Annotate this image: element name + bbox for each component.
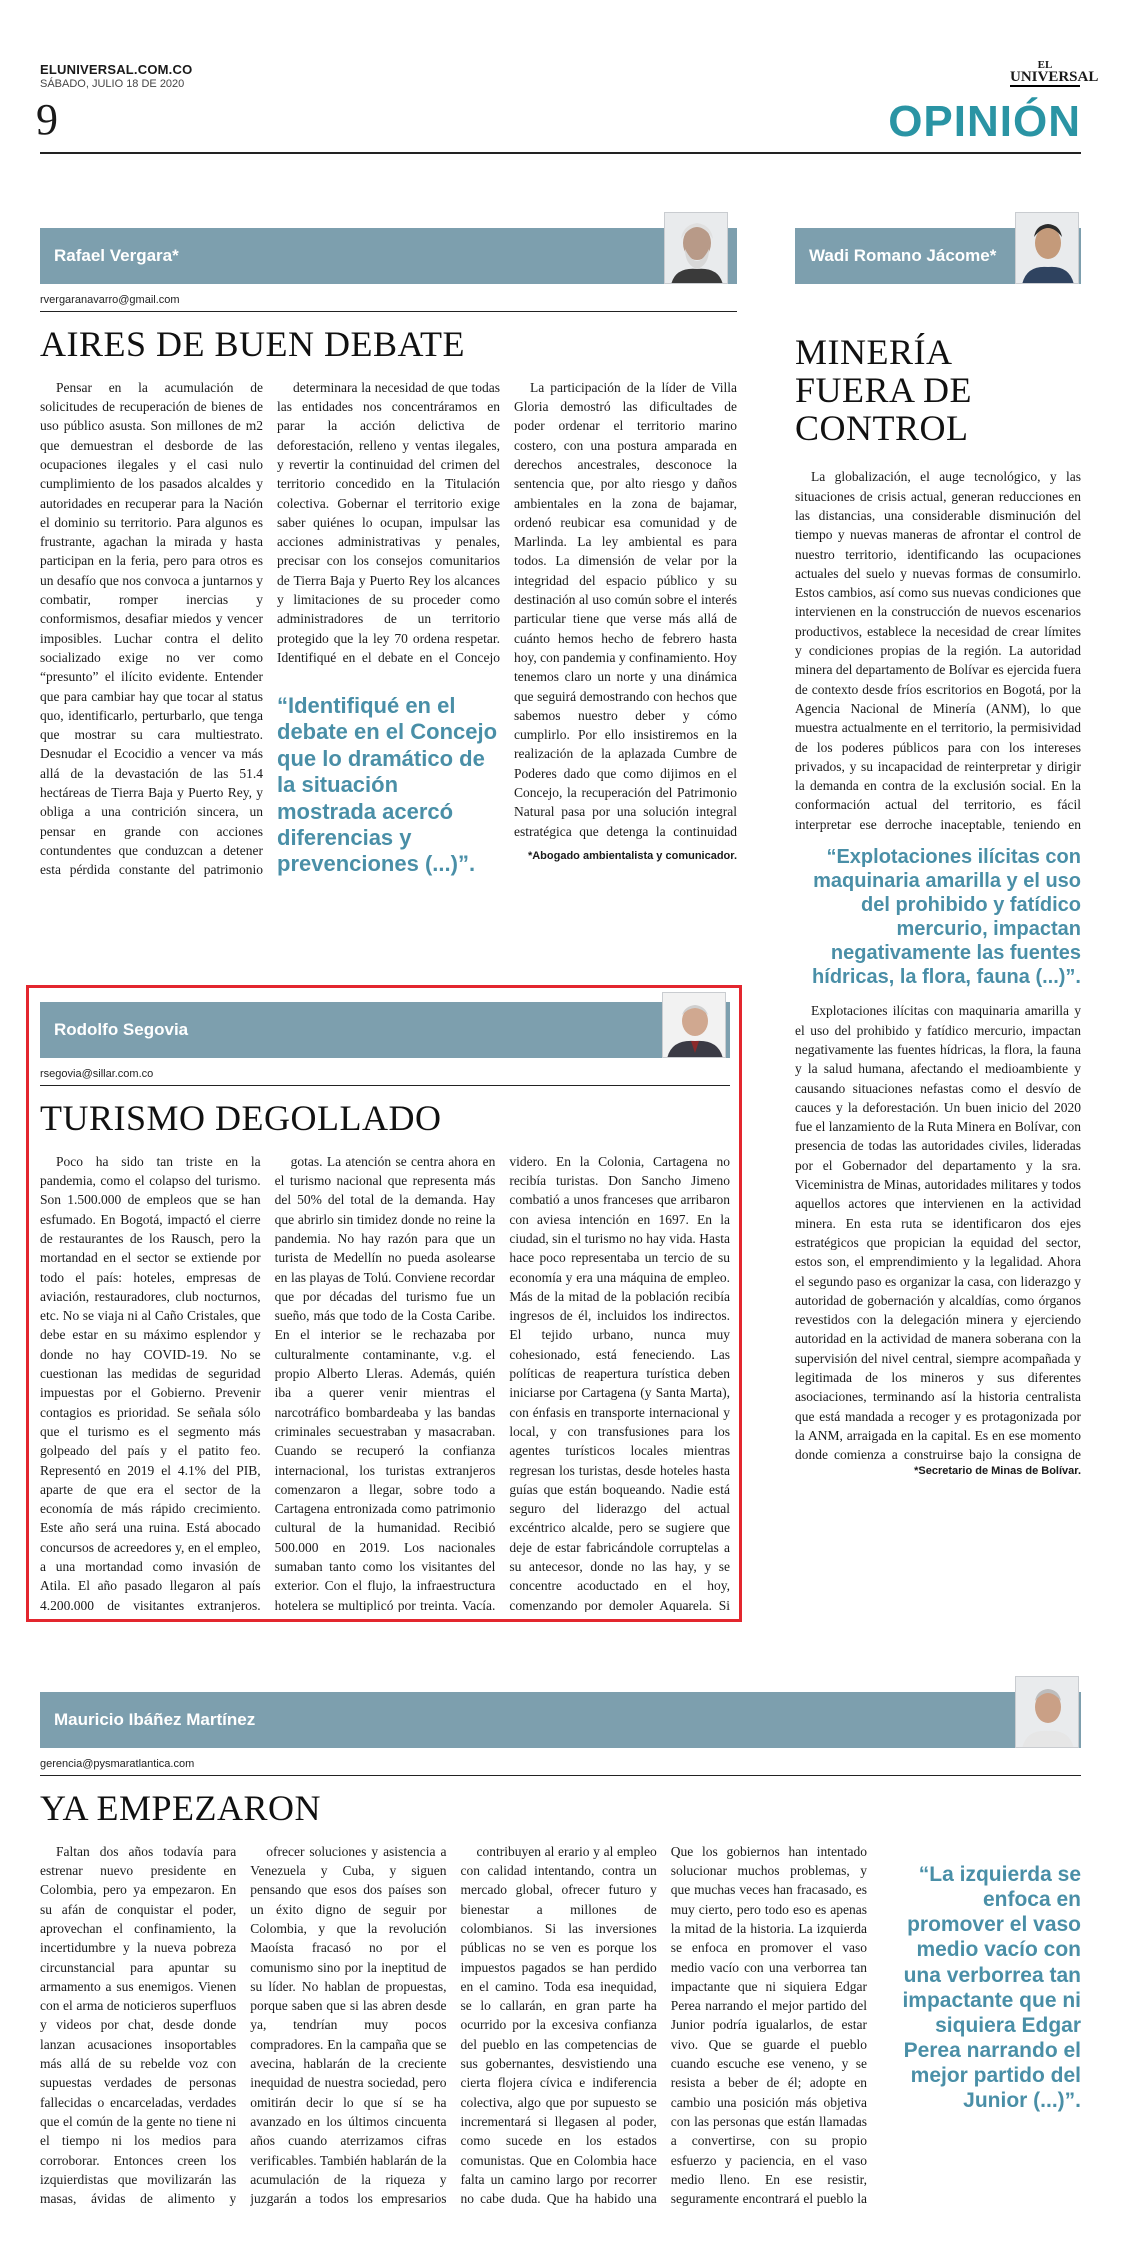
pull-quote: “Explotaciones ilícitas con maquinaria amarilla y el uso del prohibido y fatídico mercurio, impactan negativamente las fuentes hídricas, la flora, fauna (...)”. [812,846,1081,989]
author-bar [795,228,1081,284]
column-text: gotas. La atención se centra ahora en el turismo nacional que representa más del 50% del total de la demanda. Hay que abrirlo sin timidez donde no reine la pandemia. No hay razón para que un turista de Medellín no pueda asolearse en las playas de Tolú. Conviene recordar que por décadas del turismo fue un sueño, más que todo de la Costa Caribe. En el interior se le rechazaba por culturalmente contaminante, v.g. el propio Alberto Lleras. Además, quién iba a querer venir mientras el narcotráfico bombardeaba y las bandas criminales secuestraban y masacraban. Cuando se recuperó la confianza internacional, los turistas extranjeros comenzaron a llegar, sobre todo a Cartagena entronizada como patrimonio cultural de la humanidad. Recibió 500.000 en 2019. Los nacionales sumaban tanto como los visitantes del exterior. Con el flujo, la infraestructura hotelera se multiplicó por treinta. Vacía. [274,1153,496,1612]
pull-quote: “Identifiqué en el debate en el Concejo que lo dramático de la situación mostrada acercó diferencias y prevenciones (...)”. [277,693,498,877]
article-column [795,467,1081,837]
issue-date: SÁBADO, JULIO 18 DE 2020 [40,78,185,90]
author-email: rsegovia@sillar.com.co [40,1068,154,1080]
article-column [461,1842,657,2212]
article-body [40,1152,730,1612]
article-column [40,378,263,878]
article-title: TURISMO DEGOLLADO [40,1098,442,1138]
column-text: La participación de la líder de Villa Gloria demostró las dificultades de poder ordenar el territorio marino costero, con una postura amparada en derechos ancestrales, desconoce la sentencia que, por alto riesgo y daños ambientales en la zona de bajamar, ordenó reubicar esa comunidad y de Marlinda. La ley ambiental es para todos. La dimensión de velar por la integridad del espacio público y su destinación al uso común sobre el interés particular tiene que verse más allá de cuánto hemos hecho de febrero hasta hoy, con pandemia y confinamiento. Hoy tenemos claro un norte y una dinámica que seguirá demostrando con hechos que sabemos nuestro deber y cómo cumplirlo. Por ello insistiremos en la realización de la aplazada Cumbre de Poderes dado que como dijimos en el Concejo, la recuperación del Patrimonio Natural pasa por una solución integral estratégica que detenga la continuidad [514,379,737,839]
author-note: *Secretario de Minas de Bolívar. [914,1465,1081,1478]
logo-main: UNIVERSAL [1010,69,1099,86]
article-title: YA EMPEZARON [40,1788,322,1828]
article-column [277,378,500,878]
article-body [40,378,737,878]
divider [40,311,737,312]
author-bar [40,1002,730,1058]
article-column [795,1001,1081,1461]
pull-quote: “La izquierda se enfoca en promover el vaso medio vacío con una verborrea tan impactante que ni siquiera Edgar Perea narrando el mejor partido del Junior (...)”. [902,1862,1081,2113]
author-bar [40,228,737,284]
author-photo [1015,1676,1079,1748]
author-name: Mauricio Ibáñez Martínez [54,1710,256,1729]
portrait-icon [665,213,728,284]
column-text: Explotaciones ilícitas con maquinaria amarilla y el uso del prohibido y fatídico mercurio, impactan negativamente las fuentes hídricas, la flora, la fauna y la salud humana, afectando el medioambiente y causando situaciones nefastas como el desvío de cauces y la deforestación. Un buen inicio del 2020 fue el lanzamiento de la Ruta Minera en Bolívar, con presencia de todas las autoridades civiles, lideradas por el Gobernador del departamento y la sra. Viceministra de Minas, autoridades militares y todos aquellos actores que intervienen en la actividad minera. En esta ruta se identificaron dos ejes estratégicos que propician la equidad del sector, estos son, el emprendimiento y la legalidad. Ahora el segundo paso es organizar la casa, con liderazgo y autoridad de gobernación y alcaldías, como órganos revestidos con la delegación minera y ejerciendo autoridad en la actividad de manera soberana con la supervisión del nivel central, siempre acompañada y legitimada de los mineros y sus diferentes asociaciones, terminando así la historia centralista que está mandada a recoger y es protagonizada por la ANM, arraigada en la capital. Es en ese momento donde comienza a construirse bajo la consigna de [795,1003,1081,1462]
column-text: Pensar en la acumulación de solicitudes de recuperación de bienes de uso público asusta. Son millones de m2 que demuestran el desborde de las ocupaciones ilegales y el casi nulo cumplimiento de los pasados alcaldes y autoridades en recuperar para la Nación el dominio su territorio. Para algunos es frustrante, agachan la mirada y hasta participan en la feria, pero para otros es un desafío que nos convoca a juntarnos y combatir, romper inercias y conformismos, desafiar miedos y vencer imposibles. Luchar contra el delito socializado exige no ver como “presunto” el ilícito evidente. Entender que para cambiar hay que tocar al status quo, identificarlo, perturbarlo, que tenga que mostrar su cara multiestrato. Desnudar el Ecocidio a vencer va más allá de la devastación de las 51.4 hectáreas de Tierra Baja y Puerto Rey, y obliga a una contrición sincera, un pensar en grande con acciones contundentes que conduzcan a detener esta pérdida constante del patrimonio [40,379,263,878]
article-vergara [40,228,737,918]
article-column [514,378,737,878]
column-text: videro. En la Colonia, Cartagena no recibía turistas. Don Sancho Jimeno combatió a unos franceses que arribaron con aviesa intención en 1697. En la ciudad, sin el turismo no hay vida. Hasta hace poco representaba un tercio de su economía y era una máquina de empleo. Más de la mitad de la población recibía ingresos de él, incluidos los indirectos. El tejido urbano, nunca muy cohesionado, está feneciendo. Las políticas de reapertura turística deben iniciarse por Cartagena (y Santa Marta), con énfasis en transporte internacional y local, y con transfusiones para los agentes turísticos locales mientras regresan los turistas, desde hoteles hasta guías que están boqueando. Nadie está seguro del liderazgo del actual excéntrico alcalde, pero se sugiere que deje de estar fabricándole corruptelas a su antecesor, donde no las hay, y se concentre acoductado en el hoy, comenzando por demoler Aquarela. Si [509,1153,731,1612]
author-photo [664,212,728,284]
column-text: Poco ha sido tan triste en la pandemia, como el colapso del turismo. Son 1.500.000 de empleos que se han esfumado. En Bogotá, impactó el cierre de restaurantes de los Rausch, pero la mortandad en el sector se extiende por todo el país: hoteles, empresas de aviación, restauradores, club nocturnos, etc. No se viaja ni al Caño Cristales, que debe estar en su máximo esplendor y donde no hay COVID-19. No se cuestionan las medidas de seguridad impuestas por el Gobierno. Prevenir contagios es prioridad. Se señala sólo que el turismo es el segmento más golpeado del país y el patito feo. Representó en 2019 el 4.1% del PIB, aparte de que era el sector de la economía de más rápido crecimiento. Este año será una ruina. Está abocado concursos de acreedores y, en el empleo, a una mortandad como invasión de Atila. El año pasado llegaron al país 4.200.000 de visitantes extranjeros. [40,1153,261,1612]
article-column [671,1842,867,2212]
article-segovia [40,1002,730,1612]
column-text: Faltan dos años todavía para estrenar nuevo presidente en Colombia, pero ya empezaron. En su afán de conquistar el poder, aprovechan el confinamiento, la incertidumbre y la nueva pobreza circunstancial para apuntar su armamento a sus enemigos. Vienen con el arma de noticieros superfluos y videos por chat, desde donde lanzan acusaciones insoportables más allá de su rebelde voz con supuestas verdades de personas fallecidas o encarceladas, verdades que el común de la gente no tiene ni el tiempo ni los medios para corroborar. Entonces creen los izquierdistas que movilizarán las masas, ávidas de alimento y [40,1843,237,2207]
article-column [275,1152,496,1612]
divider [40,1775,1081,1776]
article-column [250,1842,446,2212]
section-title: OPINIÓN [888,97,1081,146]
article-ibanez [40,1692,1081,2212]
article-romano [795,228,1081,1623]
author-name: Rodolfo Segovia [54,1020,189,1039]
logo-top: EL [1037,59,1053,71]
site-name: ELUNIVERSAL.COM.CO [40,62,193,77]
article-body [40,1842,1081,2212]
column-text: contribuyen al erario y al empleo con calidad intentando, contra un mercado global, ofrecer futuro y bienestar a millones de colombianos. Si las inversiones públicas no se ven es porque los impuestos pagados se han perdido en el camino. Toda esa inequidad, se lo callarán, en gran parte ha ocurrido por la excesiva confianza del pueblo en las competencias de sus gobernantes, desvistiendo una cierta flojera cívica e indiferencia colectiva, algo que por supuesto se incrementará si llegasen al poder, como sucede en los estados comunistas. Que en Colombia hace falta un camino largo por recorrer no cabe duda. Que ha habido una [460,1843,657,2207]
column-text: La globalización, el auge tecnológico, y las situaciones de crisis actual, generan reducciones en las distancias, una considerable disminución del tiempo y nuevas maneras de afrontar el control de nuestro territorio, identificando las ocupaciones actuales del suelo y nuevas formas de consumirlo. Estos cambios, así como sus nuevas condiciones que intervienen en la construcción de nuevos escenarios productivos, establece la necesidad de crear límites y condiciones propias de la región. La autoridad minera del departamento de Bolívar es ejercida fuera de contexto desde fríos escritorios en Bogotá, por la Agencia Nacional de Minería (ANM), lo que muestra actualmente en el territorio, la permisividad de los poderes públicos para con los intereses privados, y su incapacidad de reinterpretar y dirigir la demanda en contra de la exclusión social. En la conformación actual del territorio, es fácil interpretar ese derroche inaceptable, teniendo en [795,469,1081,832]
column-text: Que los gobiernos han intentado solucionar muchos problemas, y que muchas veces han fracasado, es muy cierto, pero todo eso es apenas la mitad de la historia. La izquierda se enfoca en promover el vaso medio vacío con una verborrea tan impactante que ni siquiera Edgar Perea narrando el mejor partido del Junior podría igualarlos, de estar vivo. Que se guarde el pueblo cuando escuche ese veneno, y se resista a beber de él; adopte en cambio una posición más objetiva con las personas que están llamadas a convertirse, con su propio esfuerzo y paciencia, en el vaso medio lleno. En ese resistir, seguramente encontrará el pueblo la [670,1843,867,2207]
divider [40,1085,730,1086]
portrait-icon [663,993,726,1058]
article-column [40,1152,261,1612]
author-email: rvergaranavarro@gmail.com [40,294,180,306]
newspaper-logo [1010,59,1099,87]
author-bar [40,1692,1081,1748]
author-photo [662,992,726,1058]
article-title: MINERÍA FUERA DE CONTROL [795,332,973,448]
column-text: ofrecer soluciones y asistencia a Venezuela y Cuba, y siguen pensando que esos dos países son un éxito digno de seguir por Colombia, y que la revolución Maoísta fracasó no por el comunismo sino por la ineptitud de su líder. No hablan de propuestas, porque saben que si las abren desde ya, tendrían muy pocos compradores. En la campaña que se avecina, hablarán de la creciente inequidad de nuestra sociedad, pero omitirán decir lo que sí se ha avanzado en los últimos cincuenta años cuando aterrizamos cifras verificables. También hablarán de la acumulación de la riqueza y juzgarán a todos los empresarios [250,1843,447,2207]
portrait-icon [1016,213,1079,284]
author-name: Wadi Romano Jácome* [809,246,997,265]
column-text: determinara la necesidad de que todas las entidades nos concentráramos en parar la acción delictiva de deforestación, relleno y ventas ilegales, y revertir la continuidad del crimen del territorio concedido en la Titulación colectiva. Gobernar el territorio exige saber quiénes lo ocupan, impulsar las acciones administrativas y penales, precisar con los consejos comunitarios de Tierra Baja y Puerto Rey los alcances y limitaciones de su proceder como administradores de un territorio protegido que la ley 70 ordena respetar. Identifiqué en el debate en el Concejo [277,379,500,665]
page-number: 9 [36,95,58,144]
article-column [509,1152,730,1612]
author-email: gerencia@pysmaratlantica.com [40,1758,195,1770]
author-photo [1015,212,1079,284]
header-rule [40,152,1081,154]
author-name: Rafael Vergara* [54,246,179,265]
article-title: AIRES DE BUEN DEBATE [40,324,465,364]
author-note: *Abogado ambientalista y comunicador. [527,849,737,862]
portrait-icon [1016,1677,1079,1748]
article-column [40,1842,236,2212]
